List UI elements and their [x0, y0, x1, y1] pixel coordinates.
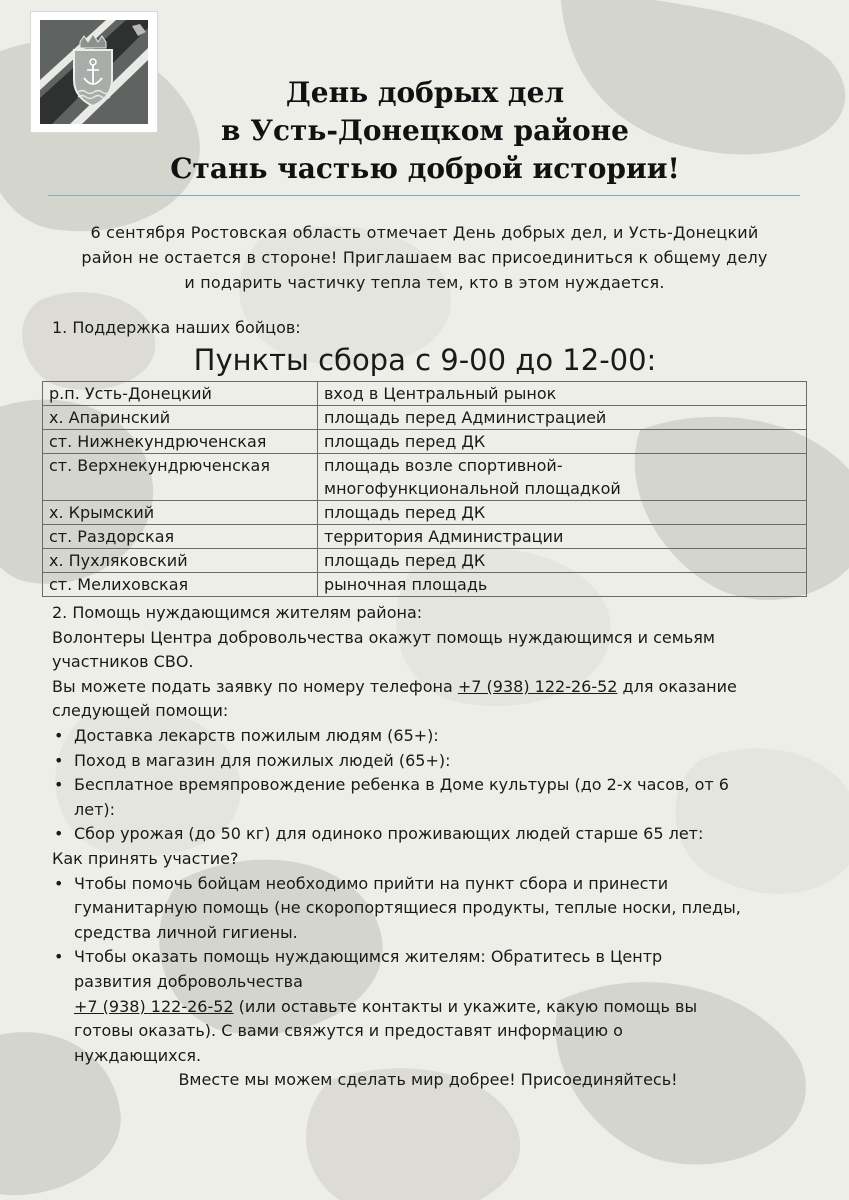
phone-link[interactable]: +7 (938) 122-26-52	[457, 676, 618, 696]
participation-item-line: развития добровольчества	[74, 971, 303, 991]
place-cell: х. Крымский	[43, 501, 318, 525]
participation-item: • Чтобы оказать помощь нуждающимся жителям: Обратитесь в Центр	[52, 945, 804, 970]
table-row	[43, 573, 807, 597]
intro-line: и подарить частичку тепла тем, кто в этом нуждается.	[184, 273, 665, 292]
location-line: площадь возле спортивной-	[324, 456, 563, 475]
table-row	[43, 549, 807, 573]
location-cell: территория Администрации	[318, 525, 807, 549]
place-cell: ст. Нижнекундрюченская	[43, 430, 318, 454]
participation-item-line: гуманитарную помощь (не скоропортящиеся продукты, теплые носки, пледы,	[74, 898, 741, 918]
place-cell: ст. Раздорская	[43, 525, 318, 549]
phone-request-line	[52, 675, 804, 700]
intro-line: 6 сентября Ростовская область отмечает День добрых дел, и Усть-Донецкий	[90, 223, 759, 242]
service-list-item: • Бесплатное времяпровождение ребенка в Доме культуры (до 2-х часов, от 6	[52, 773, 804, 798]
participation-item-line	[52, 995, 804, 1020]
service-list-item: • Доставка лекарств пожилым людям (65+):	[52, 724, 804, 749]
title-line-2: в Усть-Донецком районе	[221, 114, 629, 147]
place-cell: х. Пухляковский	[43, 549, 318, 573]
participation-item-line: средства личной гигиены.	[74, 922, 298, 942]
intro-paragraph	[52, 220, 797, 295]
page-title	[120, 74, 730, 188]
participation-item: • Чтобы помочь бойцам необходимо прийти на пункт сбора и принести	[52, 872, 804, 897]
location-cell: площадь перед ДК	[318, 501, 807, 525]
collection-schedule-heading: Пункты сбора с 9-00 до 12-00:	[193, 343, 657, 377]
participation-item-line: нуждающихся.	[74, 1045, 202, 1065]
phone-request-text-end: для оказание	[617, 676, 737, 696]
place-cell: х. Апаринский	[43, 406, 318, 430]
location-cell: рыночная площадь	[318, 573, 807, 597]
participation-item-text: (или оставьте контакты и укажите, какую помощь вы	[233, 996, 698, 1016]
location-cell: площадь перед ДК	[318, 549, 807, 573]
section-1-heading: 1. Поддержка наших бойцов:	[52, 318, 301, 337]
title-line-1: День добрых дел	[285, 76, 565, 109]
title-line-3: Стань частью доброй истории!	[170, 152, 680, 185]
place-cell: р.п. Усть-Донецкий	[43, 382, 318, 406]
closing-message: Вместе мы можем сделать мир добрее! Присоединяйтесь!	[178, 1070, 678, 1090]
volunteer-paragraph-line: участников СВО.	[52, 652, 194, 672]
body-text	[52, 601, 804, 1093]
participation-heading: Как принять участие?	[52, 848, 239, 868]
phone-request-line: следующей помощи:	[52, 701, 229, 721]
table-row	[43, 454, 807, 501]
location-cell: площадь перед ДК	[318, 430, 807, 454]
table-row	[43, 525, 807, 549]
title-divider	[48, 195, 800, 196]
service-list-item-continuation: лет):	[74, 799, 116, 819]
intro-line: район не остается в стороне! Приглашаем вас присоединиться к общему делу	[81, 248, 768, 267]
participation-item-line: готовы оказать). С вами свяжутся и предоставят информацию о	[74, 1021, 623, 1041]
collection-points-table	[42, 381, 807, 597]
phone-link[interactable]: +7 (938) 122-26-52	[74, 996, 234, 1016]
table-row	[43, 501, 807, 525]
place-cell: ст. Верхнекундрюченская	[43, 454, 318, 501]
service-list-item: • Сбор урожая (до 50 кг) для одиноко проживающих людей старше 65 лет:	[52, 822, 804, 847]
service-list-item: • Поход в магазин для пожилых людей (65+):	[52, 749, 804, 774]
location-cell: вход в Центральный рынок	[318, 382, 807, 406]
place-cell: ст. Мелиховская	[43, 573, 318, 597]
volunteer-paragraph-line: Волонтеры Центра добровольчества окажут помощь нуждающимся и семьям	[52, 627, 715, 647]
location-cell	[318, 454, 807, 501]
section-2-heading: 2. Помощь нуждающимся жителям района:	[52, 603, 423, 622]
location-cell: площадь перед Администрацией	[318, 406, 807, 430]
table-row	[43, 382, 807, 406]
table-row	[43, 430, 807, 454]
phone-request-text: Вы можете подать заявку по номеру телефона	[52, 676, 458, 696]
location-line: многофункциональной площадкой	[324, 479, 621, 498]
table-row	[43, 406, 807, 430]
